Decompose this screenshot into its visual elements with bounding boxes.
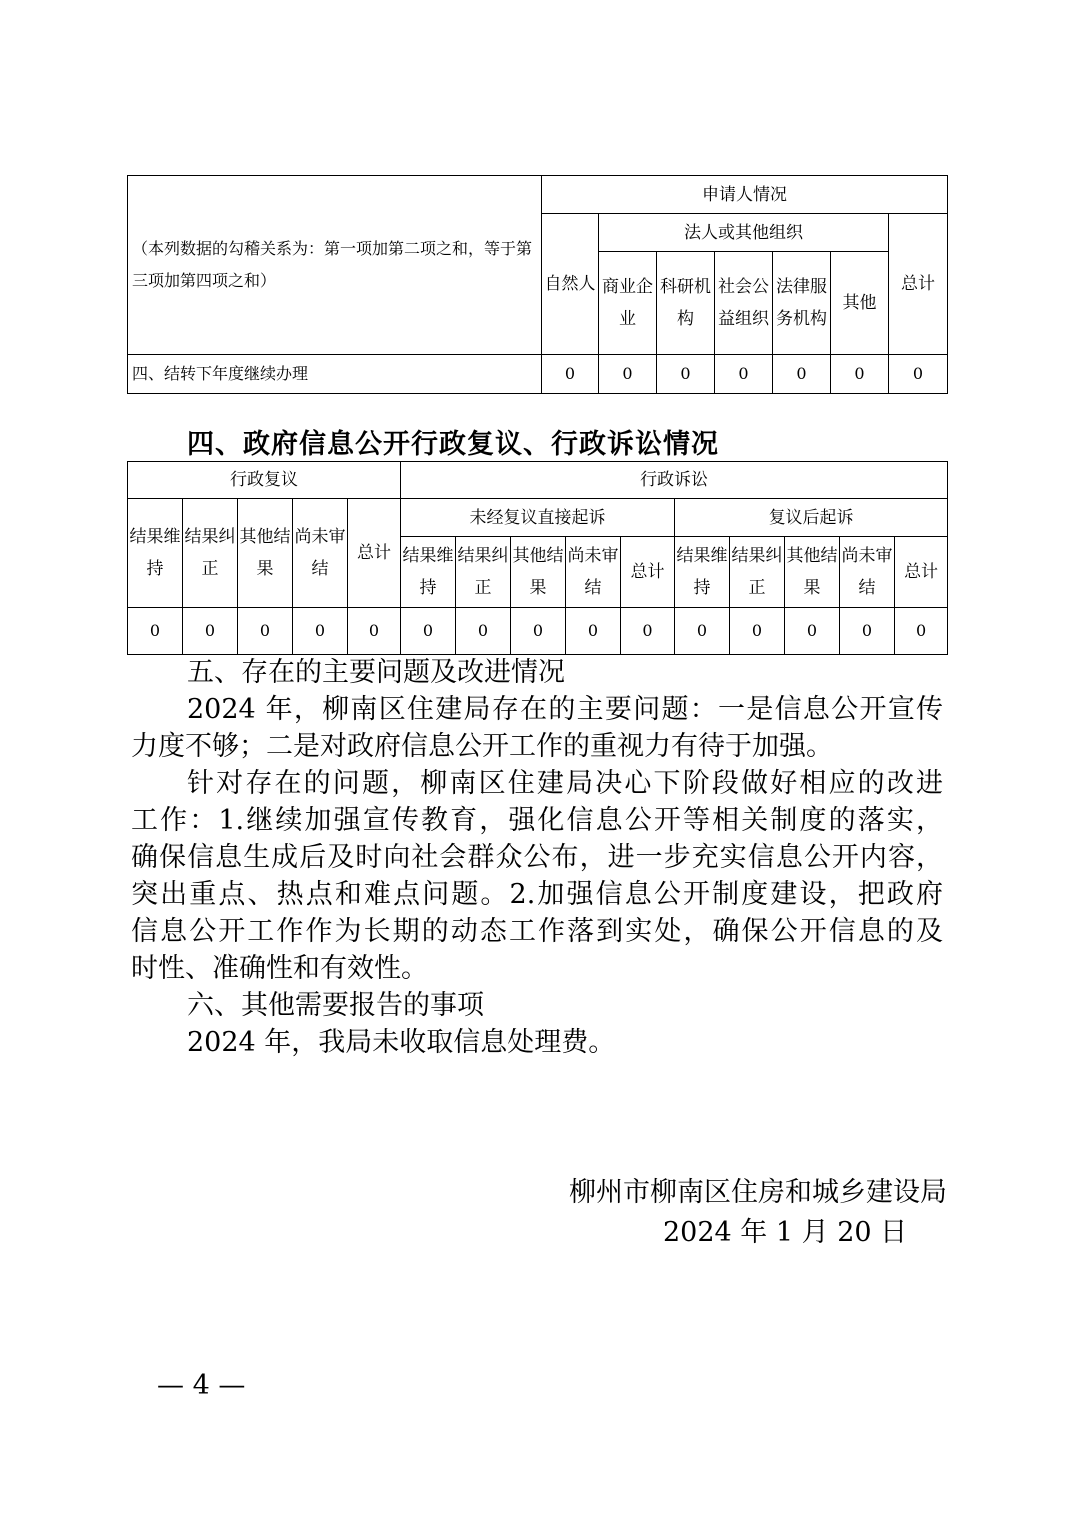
paragraph-line: 确保信息生成后及时向社会群众公布，进一步充实信息公开内容， (131, 842, 943, 873)
table-cell: 0 (657, 355, 715, 394)
table-cell: 0 (401, 608, 456, 655)
col-header-total: 总计 (621, 537, 675, 608)
col-header-other: 其他 (831, 252, 889, 355)
col-header-business: 商业企业 (599, 252, 657, 355)
table-cell: 0 (785, 608, 840, 655)
col-header-total: 总计 (895, 537, 948, 608)
col-header-research: 科研机构 (657, 252, 715, 355)
table-cell: 0 (831, 355, 889, 394)
table-cell: 0 (621, 608, 675, 655)
table-cell: 0 (238, 608, 293, 655)
paragraph-line: 力度不够；二是对政府信息公开工作的重视力有待于加强。 (131, 731, 833, 762)
applicant-stats-table (127, 175, 948, 394)
section6-heading: 六、其他需要报告的事项 (187, 990, 484, 1021)
natural-person-header: 自然人 (542, 214, 599, 355)
table-cell: 0 (566, 608, 621, 655)
legal-entity-header: 法人或其他组织 (599, 214, 889, 252)
total-header: 总计 (889, 214, 948, 355)
litigation-header: 行政诉讼 (401, 462, 948, 499)
paragraph-line: 针对存在的问题，柳南区住建局决心下阶段做好相应的改进 (187, 768, 943, 799)
col-header-other-result: 其他结果 (238, 499, 293, 608)
table-cell: 0 (293, 608, 348, 655)
col-header-corrected: 结果纠正 (730, 537, 785, 608)
issuer-signature: 柳州市柳南区住房和城乡建设局 (569, 1177, 947, 1208)
table-cell: 0 (542, 355, 599, 394)
review-litigation-table (127, 461, 948, 655)
after-review-header: 复议后起诉 (675, 499, 948, 537)
col-header-other-result: 其他结果 (785, 537, 840, 608)
table-cell: 0 (348, 608, 401, 655)
col-header-total: 总计 (348, 499, 401, 608)
table-cell: 0 (773, 355, 831, 394)
table-cell: 0 (183, 608, 238, 655)
col-header-pending: 尚未审结 (293, 499, 348, 608)
table-cell: 0 (456, 608, 511, 655)
paragraph-line: 突出重点、热点和难点问题。2.加强信息公开制度建设，把政府 (131, 879, 943, 910)
admin-review-header: 行政复议 (128, 462, 401, 499)
col-header-upheld: 结果维持 (675, 537, 730, 608)
col-header-corrected: 结果纠正 (456, 537, 511, 608)
paragraph-line: 2024 年，我局未收取信息处理费。 (187, 1027, 616, 1058)
table-cell: 0 (715, 355, 773, 394)
section5-heading: 五、存在的主要问题及改进情况 (187, 657, 565, 688)
table-cell: 0 (889, 355, 948, 394)
paragraph-line: 时性、准确性和有效性。 (131, 953, 428, 984)
table1-note: （本列数据的勾稽关系为：第一项加第二项之和，等于第三项加第四项之和） (128, 176, 542, 355)
direct-suit-header: 未经复议直接起诉 (401, 499, 675, 537)
col-header-pending: 尚未审结 (566, 537, 621, 608)
table-cell: 0 (730, 608, 785, 655)
paragraph-line: 工作：1.继续加强宣传教育，强化信息公开等相关制度的落实， (131, 805, 943, 836)
table-cell: 0 (895, 608, 948, 655)
page-number: — 4 — (157, 1370, 246, 1401)
col-header-upheld: 结果维持 (401, 537, 456, 608)
col-header-corrected: 结果纠正 (183, 499, 238, 608)
col-header-public-welfare: 社会公益组织 (715, 252, 773, 355)
col-header-upheld: 结果维持 (128, 499, 183, 608)
paragraph-line: 信息公开工作作为长期的动态工作落到实处，确保公开信息的及 (131, 916, 943, 947)
table-cell: 0 (128, 608, 183, 655)
table-cell: 0 (675, 608, 730, 655)
paragraph-line: 2024 年，柳南区住建局存在的主要问题：一是信息公开宣传 (187, 694, 943, 725)
row-label: 四、结转下年度继续办理 (128, 355, 542, 394)
table-cell: 0 (840, 608, 895, 655)
col-header-pending: 尚未审结 (840, 537, 895, 608)
issue-date: 2024 年 1 月 20 日 (663, 1217, 908, 1248)
col-header-legal-service: 法律服务机构 (773, 252, 831, 355)
table-cell: 0 (599, 355, 657, 394)
table-cell: 0 (511, 608, 566, 655)
section4-heading: 四、政府信息公开行政复议、行政诉讼情况 (187, 429, 719, 460)
col-header-other-result: 其他结果 (511, 537, 566, 608)
applicant-header: 申请人情况 (542, 176, 948, 214)
